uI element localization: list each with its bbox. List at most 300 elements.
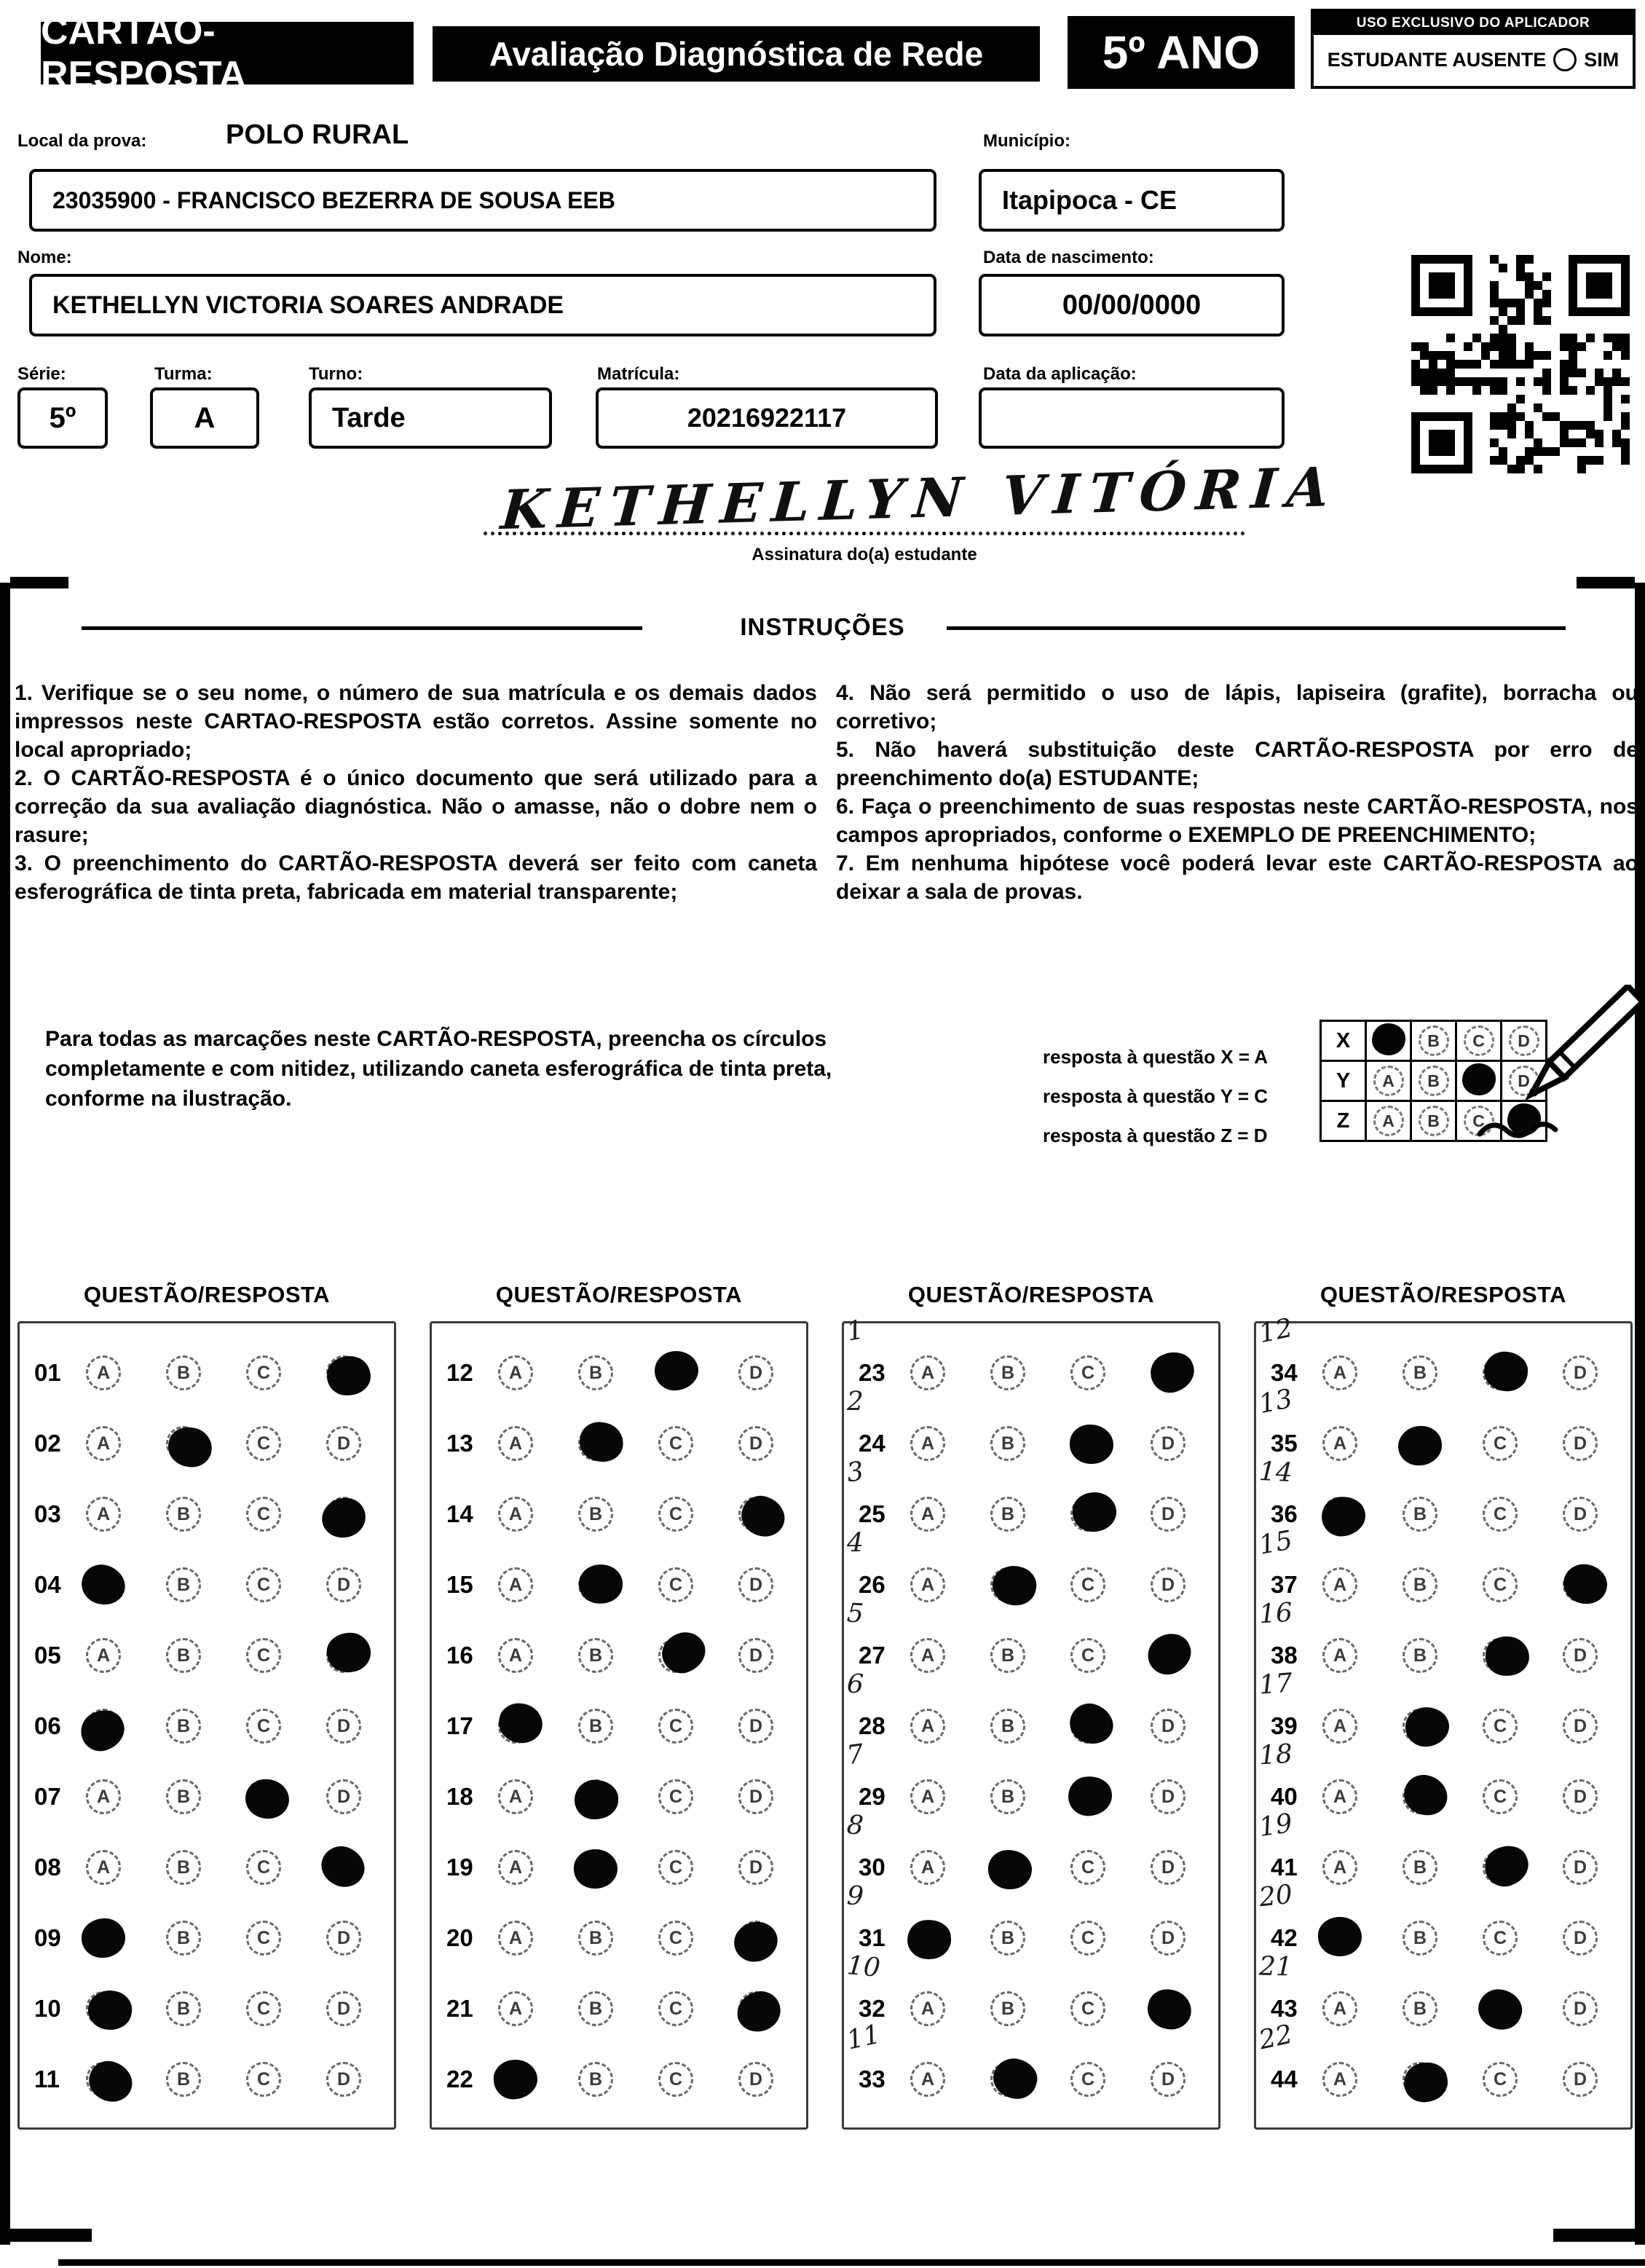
turma-value: A bbox=[194, 401, 216, 434]
answer-bubble-b: B bbox=[166, 1850, 201, 1885]
answer-bubble-a: A bbox=[910, 1709, 945, 1744]
answer-bubble-d: D bbox=[326, 1709, 361, 1744]
filled-answer-mark bbox=[1142, 1627, 1198, 1681]
instruction-item: 6. Faça o preenchimento de suas respostas neste CARTÃO-RESPOSTA, nos campos apropriados, conforme o EXEMPLO DE PREENCHIMENTO; bbox=[836, 795, 1638, 847]
question-number: 16 bbox=[446, 1642, 473, 1669]
answer-bubble-b: B bbox=[990, 1638, 1025, 1673]
answer-row-26 bbox=[844, 1527, 1218, 1620]
example-bubble-a: A bbox=[1373, 1106, 1404, 1136]
handwritten-number: 11 bbox=[844, 2019, 883, 2056]
question-number: 40 bbox=[1271, 1783, 1298, 1810]
example-bubble-b: B bbox=[1419, 1106, 1449, 1136]
instruction-item: 7. Em nenhuma hipótese você poderá levar este CARTÃO-RESPOSTA ao deixar a sala de provas. bbox=[836, 851, 1638, 904]
answer-bubble-c: C bbox=[246, 1497, 281, 1532]
answers-column-1 bbox=[17, 1321, 396, 2130]
answer-bubble-a: A bbox=[498, 1921, 533, 1956]
turno-label: Turno: bbox=[309, 364, 363, 384]
example-caption-y: resposta à questão Y = C bbox=[1043, 1085, 1269, 1107]
example-caption-z: resposta à questão Z = D bbox=[1043, 1125, 1268, 1146]
answer-row-16 bbox=[432, 1621, 806, 1690]
answer-bubble-a: A bbox=[498, 1567, 533, 1602]
question-number: 14 bbox=[446, 1500, 473, 1527]
handwritten-number: 22 bbox=[1256, 2019, 1295, 2056]
answer-bubble-a: A bbox=[910, 1991, 945, 2026]
question-number: 25 bbox=[859, 1500, 885, 1527]
example-question-letter: X bbox=[1336, 1028, 1351, 1052]
answer-bubble-d: D bbox=[326, 1991, 361, 2026]
question-number: 34 bbox=[1271, 1359, 1298, 1386]
example-caption-x: resposta à questão X = A bbox=[1043, 1046, 1268, 1068]
answer-bubble-d: D bbox=[1151, 1567, 1186, 1602]
answers-header-4: QUESTÃO/RESPOSTA bbox=[1319, 1282, 1567, 1307]
answer-row-03 bbox=[20, 1479, 394, 1549]
turno-field bbox=[309, 387, 552, 449]
answer-row-42 bbox=[1256, 1879, 1630, 1973]
answer-bubble-a: A bbox=[498, 1497, 533, 1532]
answer-bubble-d: D bbox=[1151, 1779, 1186, 1814]
answer-bubble-c: C bbox=[1483, 2062, 1518, 2097]
question-number: 44 bbox=[1271, 2066, 1298, 2092]
question-number: 37 bbox=[1271, 1571, 1298, 1598]
instruction-item: 2. O CARTÃO-RESPOSTA é o único documento que será utilizado para a correção da sua avaliação diagnóstica. Não o amasse, não o dobre nem o rasure; bbox=[15, 766, 817, 847]
answer-row-24 bbox=[844, 1386, 1218, 1478]
answer-bubble-c: C bbox=[1483, 1497, 1518, 1532]
answer-bubble-a: A bbox=[498, 1850, 533, 1885]
answer-row-08 bbox=[20, 1832, 394, 1902]
pen-illustration bbox=[1471, 985, 1645, 1159]
matricula-field bbox=[596, 387, 938, 449]
absent-option-label: SIM bbox=[1584, 48, 1620, 71]
filled-answer-mark bbox=[1065, 1698, 1119, 1750]
question-number: 06 bbox=[34, 1712, 61, 1739]
answer-bubble-d: D bbox=[738, 1426, 773, 1461]
answers-header-1: QUESTÃO/RESPOSTA bbox=[83, 1282, 331, 1307]
answer-bubble-d: D bbox=[1563, 1850, 1598, 1885]
instructions-left-column bbox=[15, 679, 817, 906]
filled-answer-mark bbox=[83, 2056, 138, 2108]
answer-row-02 bbox=[20, 1409, 394, 1478]
answer-bubble-c: C bbox=[1483, 1921, 1518, 1956]
filled-answer-mark bbox=[988, 1560, 1041, 1610]
answer-bubble-d: D bbox=[738, 1567, 773, 1602]
answer-bubble-b: B bbox=[990, 1355, 1025, 1390]
answer-row-18 bbox=[432, 1762, 806, 1832]
question-number: 18 bbox=[446, 1783, 473, 1810]
answer-bubble-a: A bbox=[910, 1426, 945, 1461]
filled-answer-mark bbox=[1145, 1346, 1199, 1398]
answer-bubble-a: A bbox=[498, 1638, 533, 1673]
question-number: 43 bbox=[1271, 1995, 1298, 2022]
question-number: 29 bbox=[859, 1783, 885, 1810]
answer-bubble-d: D bbox=[738, 2062, 773, 2097]
answer-bubble-b: B bbox=[1403, 1850, 1437, 1885]
filled-answer-mark bbox=[315, 1840, 371, 1894]
example-bubble-a: A bbox=[1373, 1066, 1404, 1096]
answer-bubble-d: D bbox=[1151, 1921, 1186, 1956]
signature-dotted-line bbox=[484, 532, 1245, 535]
answer-row-40 bbox=[1256, 1739, 1630, 1832]
answer-row-07 bbox=[20, 1762, 394, 1832]
answer-bubble-d: D bbox=[738, 1355, 773, 1390]
question-number: 28 bbox=[859, 1712, 885, 1739]
filled-answer-mark bbox=[730, 1916, 783, 1967]
answer-bubble-d: D bbox=[326, 1921, 361, 1956]
local-value: POLO RURAL bbox=[226, 119, 409, 150]
municipio-value: Itapipoca - CE bbox=[1002, 185, 1177, 215]
answer-row-38 bbox=[1256, 1597, 1630, 1690]
question-number: 07 bbox=[34, 1783, 61, 1810]
answer-bubble-d: D bbox=[738, 1709, 773, 1744]
serie-value: 5º bbox=[49, 401, 76, 434]
answer-bubble-d: D bbox=[1151, 1497, 1186, 1532]
filled-answer-mark bbox=[243, 1777, 291, 1822]
handwritten-number: 5 bbox=[845, 1598, 865, 1629]
answers-header-2: QUESTÃO/RESPOSTA bbox=[495, 1282, 743, 1307]
question-number: 41 bbox=[1271, 1854, 1298, 1881]
nome-label: Nome: bbox=[17, 248, 72, 267]
filled-answer-mark bbox=[1560, 1560, 1612, 1609]
answer-bubble-d: D bbox=[1563, 1497, 1598, 1532]
question-number: 33 bbox=[859, 2066, 885, 2092]
answer-row-37 bbox=[1256, 1525, 1630, 1620]
answer-bubble-d: D bbox=[326, 1567, 361, 1602]
answer-bubble-d: D bbox=[738, 1850, 773, 1885]
applicator-exclusive-label: USO EXCLUSIVO DO APLICADOR bbox=[1314, 12, 1633, 35]
handwritten-number: 21 bbox=[1258, 1951, 1293, 1982]
question-number: 38 bbox=[1271, 1642, 1298, 1669]
filled-answer-mark bbox=[576, 1561, 626, 1607]
answer-row-09 bbox=[20, 1903, 394, 1973]
question-number: 08 bbox=[34, 1854, 61, 1881]
matricula-label: Matrícula: bbox=[597, 364, 680, 384]
handwritten-number: 16 bbox=[1258, 1597, 1293, 1630]
turno-value: Tarde bbox=[332, 402, 406, 433]
answer-row-19 bbox=[432, 1832, 806, 1902]
filled-answer-mark bbox=[572, 1848, 619, 1891]
question-number: 10 bbox=[34, 1995, 61, 2022]
answer-bubble-c: C bbox=[658, 1921, 693, 1956]
qr-code bbox=[1405, 249, 1636, 479]
answer-row-17 bbox=[432, 1691, 806, 1761]
nascimento-field bbox=[979, 274, 1285, 336]
answer-bubble-b: B bbox=[166, 1921, 201, 1956]
answer-bubble-c: C bbox=[246, 1991, 281, 2026]
matricula-value: 20216922117 bbox=[687, 403, 847, 433]
answer-row-10 bbox=[20, 1974, 394, 2044]
answer-bubble-c: C bbox=[658, 1426, 693, 1461]
question-number: 39 bbox=[1271, 1712, 1298, 1739]
nascimento-label: Data de nascimento: bbox=[983, 248, 1154, 267]
municipio-label: Município: bbox=[983, 131, 1070, 151]
aplicacao-field bbox=[979, 387, 1285, 449]
answer-bubble-a: A bbox=[1322, 1426, 1357, 1461]
answer-bubble-a: A bbox=[1322, 1638, 1357, 1673]
answer-row-41 bbox=[1256, 1808, 1630, 1902]
answer-bubble-c: C bbox=[246, 1567, 281, 1602]
answer-bubble-c: C bbox=[1070, 1921, 1105, 1956]
filled-answer-mark bbox=[1070, 1424, 1114, 1464]
answer-bubble-b: B bbox=[578, 2062, 613, 2097]
answer-bubble-d: D bbox=[738, 1779, 773, 1814]
example-question-letter: Y bbox=[1336, 1068, 1351, 1092]
answer-bubble-a: A bbox=[86, 1426, 121, 1461]
answer-bubble-d: D bbox=[1151, 1709, 1186, 1744]
frame-corner-top-right bbox=[1577, 577, 1635, 588]
answer-row-28 bbox=[844, 1669, 1218, 1761]
municipio-field bbox=[979, 169, 1285, 232]
instructions-title: INSTRUÇÕES bbox=[740, 613, 905, 640]
answer-bubble-c: C bbox=[246, 1709, 281, 1744]
answer-bubble-a: A bbox=[1322, 1355, 1357, 1390]
answer-bubble-c: C bbox=[1070, 1991, 1105, 2026]
answers-column-2 bbox=[430, 1321, 808, 2130]
serie-field bbox=[17, 387, 108, 449]
answer-bubble-b: B bbox=[166, 1355, 201, 1390]
student-absent-label: ESTUDANTE AUSENTE bbox=[1327, 48, 1547, 71]
assessment-title: Avaliação Diagnóstica de Rede bbox=[433, 26, 1040, 82]
handwritten-number: 19 bbox=[1257, 1808, 1295, 1843]
answer-bubble-b: B bbox=[1403, 1991, 1437, 2026]
filled-answer-mark bbox=[75, 1704, 130, 1757]
answer-bubble-a: A bbox=[1322, 2062, 1357, 2097]
filled-answer-mark bbox=[1318, 1916, 1362, 1956]
left-frame-bar bbox=[0, 583, 10, 2245]
answer-bubble-b: B bbox=[1403, 1355, 1437, 1390]
instruction-item: 5. Não haverá substituição deste CARTÃO-RESPOSTA por erro de preenchimento do(a) ESTUDANTE; bbox=[836, 738, 1638, 790]
filled-answer-mark bbox=[656, 1626, 711, 1680]
question-number: 17 bbox=[446, 1712, 473, 1739]
answer-row-36 bbox=[1256, 1456, 1630, 1549]
handwritten-number: 20 bbox=[1257, 1879, 1294, 1913]
answer-bubble-c: C bbox=[658, 1991, 693, 2026]
question-number: 21 bbox=[446, 1995, 473, 2022]
answer-row-43 bbox=[1256, 1951, 1630, 2044]
answer-bubble-c: C bbox=[658, 1709, 693, 1744]
question-number: 11 bbox=[34, 2066, 60, 2092]
question-number: 04 bbox=[34, 1571, 61, 1598]
handwritten-number: 10 bbox=[845, 1950, 882, 1983]
handwritten-number: 12 bbox=[1256, 1312, 1295, 1350]
answer-bubble-b: B bbox=[990, 1991, 1025, 2026]
answer-bubble-c: C bbox=[1070, 1638, 1105, 1673]
answer-bubble-d: D bbox=[1563, 1991, 1598, 2026]
answer-bubble-b: B bbox=[578, 1921, 613, 1956]
answer-bubble-a: A bbox=[86, 1850, 121, 1885]
answer-bubble-a: A bbox=[1322, 1779, 1357, 1814]
grade-badge: 5º ANO bbox=[1068, 16, 1295, 89]
question-number: 19 bbox=[446, 1854, 473, 1881]
answer-row-39 bbox=[1256, 1668, 1630, 1761]
question-number: 31 bbox=[859, 1924, 885, 1951]
question-number: 36 bbox=[1271, 1500, 1298, 1527]
answer-bubble-b: B bbox=[578, 1709, 613, 1744]
answer-row-14 bbox=[432, 1479, 806, 1549]
answer-row-23 bbox=[844, 1315, 1218, 1408]
handwritten-number: 17 bbox=[1258, 1668, 1294, 1701]
handwritten-number: 2 bbox=[846, 1386, 864, 1417]
turma-field bbox=[150, 387, 259, 449]
aplicacao-label: Data da aplicação: bbox=[983, 364, 1137, 384]
question-number: 20 bbox=[446, 1924, 473, 1951]
answer-row-22 bbox=[432, 2044, 806, 2114]
question-number: 02 bbox=[34, 1430, 61, 1457]
question-number: 27 bbox=[859, 1642, 885, 1669]
frame-corner-top-left bbox=[10, 577, 68, 588]
question-number: 26 bbox=[859, 1571, 885, 1598]
answer-bubble-a: A bbox=[1322, 1567, 1357, 1602]
question-number: 42 bbox=[1271, 1924, 1298, 1951]
answer-bubble-c: C bbox=[1070, 1355, 1105, 1390]
answer-row-27 bbox=[844, 1598, 1218, 1690]
answer-bubble-c: C bbox=[1483, 1426, 1518, 1461]
answer-bubble-a: A bbox=[498, 1779, 533, 1814]
answer-bubble-b: B bbox=[166, 1709, 201, 1744]
answer-bubble-c: C bbox=[246, 1850, 281, 1885]
answer-row-15 bbox=[432, 1550, 806, 1620]
question-number: 35 bbox=[1271, 1430, 1298, 1457]
question-number: 01 bbox=[34, 1359, 61, 1386]
nome-field bbox=[29, 274, 936, 336]
school-value: 23035900 - FRANCISCO BEZERRA DE SOUSA EEB bbox=[52, 186, 615, 213]
answer-bubble-a: A bbox=[910, 1638, 945, 1673]
answer-row-20 bbox=[432, 1903, 806, 1973]
filled-answer-mark bbox=[1473, 1984, 1527, 2036]
filled-answer-mark bbox=[575, 1779, 619, 1820]
handwritten-number: 1 bbox=[844, 1315, 867, 1347]
answer-bubble-c: C bbox=[1070, 2062, 1105, 2097]
answer-row-13 bbox=[432, 1409, 806, 1478]
school-field bbox=[29, 169, 936, 232]
handwritten-number: 3 bbox=[845, 1456, 866, 1489]
question-number: 03 bbox=[34, 1500, 61, 1527]
answer-bubble-a: A bbox=[498, 1426, 533, 1461]
answer-bubble-d: D bbox=[1151, 1426, 1186, 1461]
answer-bubble-d: D bbox=[1151, 1850, 1186, 1885]
answer-row-11 bbox=[20, 2044, 394, 2114]
answer-bubble-b: B bbox=[990, 1709, 1025, 1744]
filled-answer-mark bbox=[1398, 1769, 1453, 1822]
answer-row-44 bbox=[1256, 2019, 1630, 2114]
example-filled-mark bbox=[1372, 1023, 1405, 1055]
answer-bubble-a: A bbox=[1322, 1991, 1357, 2026]
nome-value: KETHELLYN VICTORIA SOARES ANDRADE bbox=[52, 291, 564, 319]
applicator-exclusive-box bbox=[1311, 9, 1636, 89]
answer-bubble-a: A bbox=[910, 1779, 945, 1814]
answer-bubble-c: C bbox=[246, 1638, 281, 1673]
answer-bubble-b: B bbox=[990, 1426, 1025, 1461]
answer-bubble-a: A bbox=[86, 1355, 121, 1390]
answer-bubble-a: A bbox=[910, 1850, 945, 1885]
filled-answer-mark bbox=[654, 1350, 700, 1391]
answers-column-3 bbox=[842, 1315, 1220, 2130]
answer-bubble-a: A bbox=[498, 1355, 533, 1390]
question-number: 32 bbox=[859, 1995, 885, 2022]
answer-row-05 bbox=[20, 1621, 394, 1690]
answer-bubble-c: C bbox=[246, 1355, 281, 1390]
question-number: 23 bbox=[859, 1359, 885, 1386]
example-question-letter: Z bbox=[1336, 1109, 1350, 1133]
answer-bubble-a: A bbox=[910, 1497, 945, 1532]
question-number: 05 bbox=[34, 1642, 61, 1669]
handwritten-number: 15 bbox=[1256, 1525, 1295, 1561]
answers-header-3: QUESTÃO/RESPOSTA bbox=[907, 1282, 1155, 1307]
answer-bubble-a: A bbox=[498, 1991, 533, 2026]
answer-row-29 bbox=[844, 1739, 1218, 1832]
local-label: Local da prova: bbox=[17, 131, 147, 151]
answer-bubble-c: C bbox=[1070, 1567, 1105, 1602]
answer-bubble-b: B bbox=[578, 1497, 613, 1532]
filled-answer-mark bbox=[735, 1491, 790, 1543]
answer-bubble-b: B bbox=[166, 2062, 201, 2097]
question-number: 24 bbox=[859, 1430, 885, 1457]
filled-answer-mark bbox=[77, 1559, 130, 1610]
answer-bubble-d: D bbox=[738, 1638, 773, 1673]
handwritten-number: 4 bbox=[846, 1527, 864, 1559]
answer-bubble-b: B bbox=[166, 1497, 201, 1532]
question-number: 30 bbox=[859, 1854, 885, 1881]
answer-bubble-a: A bbox=[1322, 1850, 1357, 1885]
answer-bubble-d: D bbox=[326, 1779, 361, 1814]
answer-bubble-c: C bbox=[1070, 1850, 1105, 1885]
example-bubble-d: D bbox=[1509, 1025, 1539, 1056]
filled-answer-mark bbox=[326, 1355, 371, 1396]
handwritten-number: 9 bbox=[845, 1881, 864, 1912]
answer-bubble-c: C bbox=[658, 1497, 693, 1532]
answer-bubble-b: B bbox=[166, 1638, 201, 1673]
answer-bubble-b: B bbox=[1403, 1497, 1437, 1532]
answer-row-01 bbox=[20, 1338, 394, 1408]
answer-bubble-c: C bbox=[246, 1426, 281, 1461]
example-bubble-d: D bbox=[1509, 1066, 1539, 1096]
answer-bubble-b: B bbox=[990, 1497, 1025, 1532]
answer-row-06 bbox=[20, 1691, 394, 1761]
answer-bubble-b: B bbox=[990, 1921, 1025, 1956]
question-number: 15 bbox=[446, 1571, 473, 1598]
answer-row-33 bbox=[844, 2019, 1218, 2114]
answer-row-21 bbox=[432, 1974, 806, 2044]
question-number: 13 bbox=[446, 1430, 473, 1457]
answer-bubble-b: B bbox=[166, 1567, 201, 1602]
example-bubble-c: C bbox=[1464, 1106, 1494, 1136]
answer-bubble-c: C bbox=[1483, 1567, 1518, 1602]
handwritten-number: 8 bbox=[845, 1810, 865, 1841]
example-bubble-c: C bbox=[1464, 1025, 1494, 1056]
answer-row-34 bbox=[1256, 1312, 1630, 1408]
handwritten-number: 18 bbox=[1258, 1739, 1294, 1771]
answer-bubble-b: B bbox=[578, 1991, 613, 2026]
answer-row-35 bbox=[1256, 1383, 1630, 1478]
instruction-item: 3. O preenchimento do CARTÃO-RESPOSTA deverá ser feito com caneta esferográfica de tinta preta, fabricada em material transparente; bbox=[15, 851, 817, 904]
instructions-rule-right bbox=[947, 626, 1566, 630]
answer-bubble-d: D bbox=[326, 2062, 361, 2097]
handwritten-number: 7 bbox=[845, 1739, 866, 1771]
filled-answer-mark bbox=[1144, 1985, 1195, 2033]
filled-answer-mark bbox=[1484, 1635, 1531, 1678]
filled-answer-mark bbox=[575, 1417, 628, 1467]
answer-bubble-a: A bbox=[910, 1355, 945, 1390]
answer-bubble-c: C bbox=[246, 1921, 281, 1956]
question-number: 22 bbox=[446, 2066, 473, 2092]
answer-bubble-d: D bbox=[1563, 1779, 1598, 1814]
answer-bubble-c: C bbox=[1483, 1779, 1518, 1814]
instruction-item: 4. Não será permitido o uso de lápis, lapiseira (grafite), borracha ou corretivo; bbox=[836, 681, 1638, 733]
filled-answer-mark bbox=[495, 1699, 546, 1747]
answer-bubble-c: C bbox=[658, 1850, 693, 1885]
answer-row-25 bbox=[844, 1456, 1218, 1549]
filled-answer-mark bbox=[1396, 1424, 1444, 1468]
filled-answer-mark bbox=[988, 2053, 1042, 2104]
answer-bubble-a: A bbox=[86, 1779, 121, 1814]
